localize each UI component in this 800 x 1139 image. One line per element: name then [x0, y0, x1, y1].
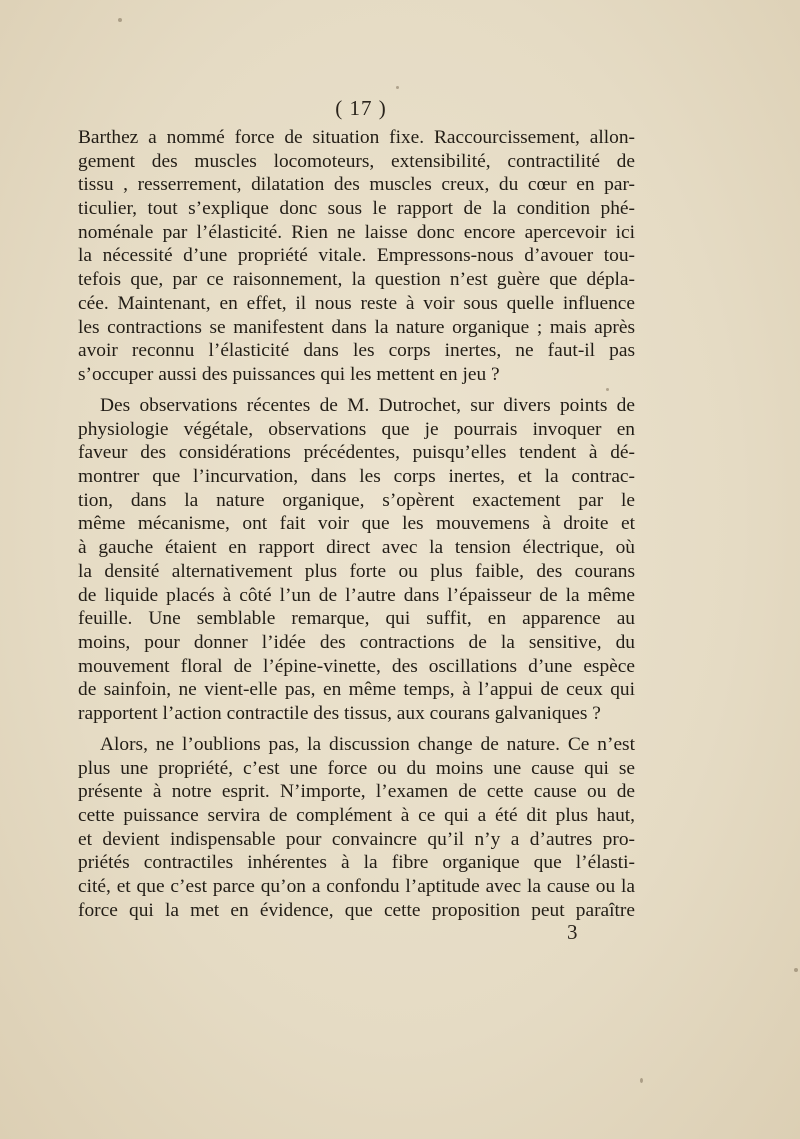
paper-speck — [606, 388, 609, 391]
text-line: mouvement floral de l’épine-vinette, des oscillations d’une espèce — [78, 655, 635, 677]
text-line: feuille. Une semblable remarque, qui suffit, en apparence au — [78, 608, 635, 630]
page-number: ( 17 ) — [335, 96, 387, 120]
text-line: les contractions se manifestent dans la nature organique ; mais après — [78, 316, 635, 338]
text-line: physiologie végétale, observations que je pourrais invoquer en — [78, 418, 635, 440]
paper-speck — [640, 1078, 643, 1083]
text-line: Des observations récentes de M. Dutrochet, sur divers points de — [100, 395, 635, 416]
text-line: cité, et que c’est parce qu’on a confondu l’aptitude avec la cause ou la — [78, 876, 635, 898]
text-line: de liquide placés à côté l’un de l’autre dans l’épaisseur de la même — [78, 584, 635, 606]
text-line: moins, pour donner l’idée des contractions de la sensitive, du — [78, 631, 635, 653]
text-line: force qui la met en évidence, que cette proposition peut paraître — [78, 899, 635, 921]
signature-mark: 3 — [567, 920, 578, 944]
text-line: s’occuper aussi des puissances qui les mettent en jeu ? — [78, 363, 500, 385]
text-line: Barthez a nommé force de situation fixe. Raccourcissement, allon- — [78, 127, 635, 148]
text-line: avoir reconnu l’élasticité dans les corps inertes, ne faut-il pas — [78, 340, 635, 362]
paragraph-1 — [78, 126, 635, 387]
text-line: même mécanisme, ont fait voir que les mouvemens à droite et — [78, 513, 635, 535]
paper-speck — [396, 86, 399, 89]
paper-speck — [118, 18, 122, 22]
text-line: à gauche étaient en rapport direct avec la tension électrique, où — [78, 537, 635, 559]
text-line: cée. Maintenant, en effet, il nous reste à voir sous quelle influence — [78, 292, 635, 314]
text-line: présente à notre esprit. N’importe, l’examen de cette cause ou de — [78, 781, 635, 803]
paper-speck — [794, 968, 798, 972]
text-line: plus une propriété, c’est une force ou du moins une cause qui se — [78, 757, 635, 779]
text-line: ticulier, tout s’explique donc sous le rapport de la condition phé- — [78, 198, 635, 220]
text-line: Alors, ne l’oublions pas, la discussion change de nature. Ce n’est — [100, 734, 635, 755]
paragraph-3 — [78, 733, 635, 923]
text-line: montrer que l’incurvation, dans les corps inertes, et la contrac- — [78, 466, 635, 488]
text-line: noménale par l’élasticité. Rien ne laisse donc encore apercevoir ici — [78, 221, 635, 243]
text-line: la nécessité d’une propriété vitale. Empressons-nous d’avouer tou- — [78, 245, 635, 267]
text-line: tefois que, par ce raisonnement, la question n’est guère que dépla- — [78, 269, 635, 291]
text-line: priétés contractiles inhérentes à la fibre organique que l’élasti- — [78, 852, 635, 874]
text-line: tion, dans la nature organique, s’opèrent exactement par le — [78, 489, 635, 511]
text-line: de sainfoin, ne vient-elle pas, en même temps, à l’appui de ceux qui — [78, 679, 635, 701]
text-line: et devient indispensable pour convaincre qu’il n’y a d’autres pro- — [78, 828, 635, 850]
text-line: faveur des considérations précédentes, puisqu’elles tendent à dé- — [78, 442, 635, 464]
text-line: rapportent l’action contractile des tissus, aux courans galvaniques ? — [78, 702, 601, 724]
paragraph-2 — [78, 394, 635, 726]
text-line: la densité alternativement plus forte ou plus faible, des courans — [78, 560, 635, 582]
text-line: gement des muscles locomoteurs, extensibilité, contractilité de — [78, 150, 635, 172]
text-line: tissu , resserrement, dilatation des muscles creux, du cœur en par- — [78, 174, 635, 196]
text-line: cette puissance servira de complément à ce qui a été dit plus haut, — [78, 805, 635, 827]
